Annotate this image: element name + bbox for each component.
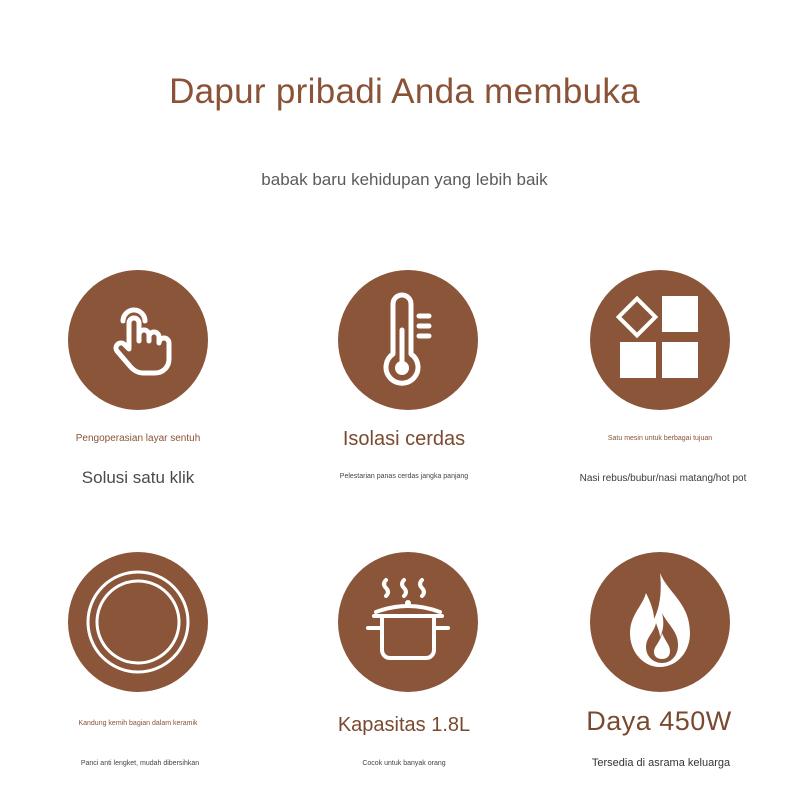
feature-multifunction-line2: Nasi rebus/bubur/nasi matang/hot pot — [579, 473, 747, 484]
flame-icon — [610, 567, 710, 677]
feature-power-line1: Daya 450W — [586, 706, 732, 736]
feature-capacity-line1: Kapasitas 1.8L — [337, 714, 471, 736]
feature-power-line2: Tersedia di asrama keluarga — [591, 757, 731, 769]
feature-touch-circle — [68, 270, 208, 410]
feature-ceramic-line1: Kandung kemih bagian dalam keramik — [78, 720, 198, 727]
feature-ceramic-line2: Panci anti lengket, mudah dibersihkan — [80, 760, 200, 767]
feature-insulation-line2: Pelestarian panas cerdas jangka panjang — [339, 473, 469, 480]
page-subtitle: babak baru kehidupan yang lebih baik — [261, 170, 548, 189]
cooking-pot-icon — [358, 572, 458, 672]
ceramic-pot-icon — [78, 562, 198, 682]
touch-hand-icon — [93, 295, 183, 385]
page-title: Dapur pribadi Anda membuka — [169, 72, 640, 111]
multi-function-squares-icon — [610, 290, 710, 390]
feature-capacity-line2: Cocok untuk banyak orang — [362, 760, 446, 767]
thermometer-icon — [363, 290, 453, 390]
feature-ceramic-circle — [68, 552, 208, 692]
feature-touch-line2: Solusi satu klik — [81, 468, 195, 487]
feature-insulation-line1: Isolasi cerdas — [342, 428, 466, 450]
feature-capacity-circle — [338, 552, 478, 692]
feature-insulation-circle — [338, 270, 478, 410]
feature-touch-line1: Pengoperasian layar sentuh — [75, 433, 201, 444]
feature-multifunction-circle — [590, 270, 730, 410]
feature-multifunction-line1: Satu mesin untuk berbagai tujuan — [607, 435, 713, 442]
feature-power-circle — [590, 552, 730, 692]
